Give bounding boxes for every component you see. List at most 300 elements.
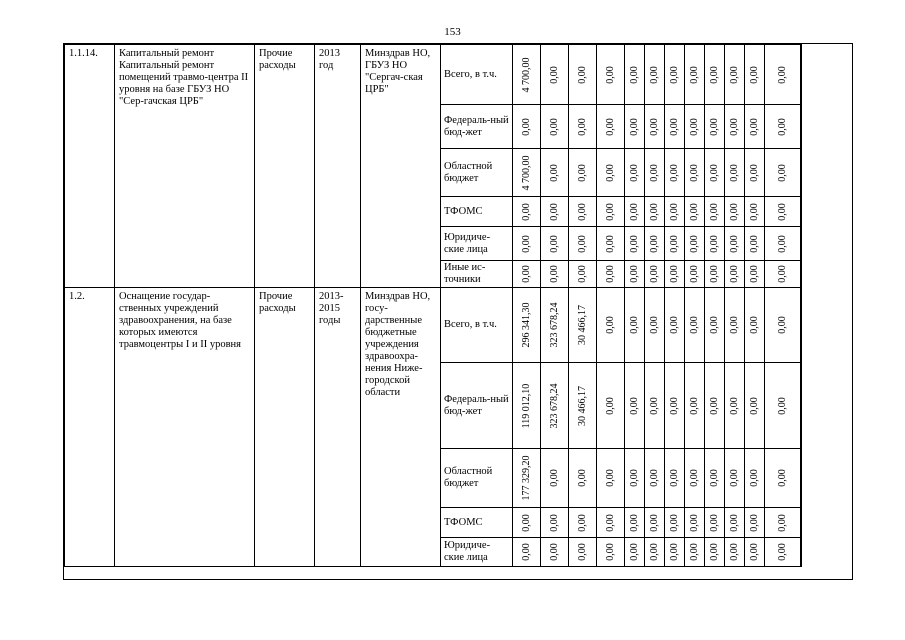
amount-value: 30 466,17 [576, 385, 588, 426]
amount-cell [801, 45, 802, 105]
amount-value: 0,00 [668, 396, 680, 415]
funding-source-label: Юридиче-ские лица [441, 227, 513, 261]
amount-value: 0,00 [548, 202, 560, 221]
amount-cell [685, 288, 705, 363]
amount-cell [541, 363, 569, 449]
amount-cell [665, 45, 685, 105]
amount-cell [597, 288, 625, 363]
amount-value: 0,00 [576, 234, 588, 253]
amount-cell [705, 261, 725, 288]
amount-cell [513, 105, 541, 149]
amount-cell [625, 227, 645, 261]
amount-value: 0,00 [776, 234, 788, 253]
amount-value: 0,00 [748, 163, 760, 182]
amount-cell [541, 288, 569, 363]
amount-cell [541, 538, 569, 567]
amount-cell [725, 363, 745, 449]
amount-cell [665, 538, 685, 567]
funding-source-label: Всего, в т.ч. [441, 288, 513, 363]
amount-value: 0,00 [668, 543, 680, 561]
amount-cell [645, 261, 665, 288]
amount-value: 0,00 [604, 117, 616, 136]
amount-cell [645, 45, 665, 105]
amount-cell [685, 197, 705, 227]
amount-cell [569, 363, 597, 449]
amount-value: 0,00 [776, 65, 788, 84]
amount-cell [513, 149, 541, 197]
amount-cell [569, 45, 597, 105]
amount-value: 4 700,00 [520, 57, 532, 92]
amount-value: 0,00 [708, 202, 720, 221]
amount-cell [625, 363, 645, 449]
amount-cell [725, 449, 745, 508]
amount-cell [725, 288, 745, 363]
amount-value: 0,00 [728, 234, 740, 253]
amount-cell [801, 105, 802, 149]
amount-cell [625, 197, 645, 227]
amount-value: 0,00 [648, 202, 660, 221]
amount-cell [705, 508, 725, 538]
amount-value: 0,00 [576, 543, 588, 561]
amount-value: 0,00 [628, 117, 640, 136]
amount-value [801, 57, 802, 92]
item-code: 1.2. [65, 288, 115, 567]
amount-cell [665, 508, 685, 538]
amount-value: 0,00 [548, 513, 560, 532]
amount-cell [801, 261, 802, 288]
amount-value: 0,00 [604, 202, 616, 221]
amount-value: 0,00 [648, 163, 660, 182]
amount-value: 0,00 [728, 316, 740, 334]
amount-value [801, 543, 802, 561]
amount-cell [725, 45, 745, 105]
amount-value: 0,00 [628, 163, 640, 182]
amount-cell [513, 227, 541, 261]
amount-value: 0,00 [708, 396, 720, 415]
amount-cell [765, 45, 801, 105]
amount-value: 0,00 [648, 65, 660, 84]
amount-value: 0,00 [576, 469, 588, 487]
amount-value: 0,00 [728, 513, 740, 532]
amount-value: 0,00 [548, 163, 560, 182]
amount-value: 0,00 [548, 65, 560, 84]
amount-value: 0,00 [576, 202, 588, 221]
amount-value: 0,00 [548, 265, 560, 283]
amount-value: 0,00 [688, 202, 700, 221]
amount-cell [625, 508, 645, 538]
amount-cell [645, 227, 665, 261]
amount-value: 0,00 [648, 543, 660, 561]
amount-cell [513, 538, 541, 567]
amount-value: 0,00 [728, 65, 740, 84]
amount-value: 0,00 [628, 396, 640, 415]
amount-cell [569, 449, 597, 508]
amount-cell [645, 508, 665, 538]
amount-value: 0,00 [668, 202, 680, 221]
amount-value: 0,00 [520, 265, 532, 283]
amount-value: 0,00 [520, 513, 532, 532]
amount-value: 0,00 [776, 513, 788, 532]
amount-value: 0,00 [604, 234, 616, 253]
amount-cell [685, 261, 705, 288]
amount-cell [569, 538, 597, 567]
amount-value: 0,00 [708, 117, 720, 136]
period: 2013 год [315, 45, 361, 288]
amount-cell [597, 508, 625, 538]
amount-cell [625, 288, 645, 363]
amount-cell [625, 449, 645, 508]
amount-cell [705, 538, 725, 567]
amount-cell [597, 149, 625, 197]
amount-cell [645, 149, 665, 197]
amount-cell [513, 449, 541, 508]
amount-value: 0,00 [688, 513, 700, 532]
amount-cell [801, 197, 802, 227]
amount-cell [597, 449, 625, 508]
amount-cell [801, 363, 802, 449]
amount-cell [625, 538, 645, 567]
amount-value: 0,00 [648, 265, 660, 283]
amount-cell [541, 45, 569, 105]
funding-source-label: ТФОМС [441, 508, 513, 538]
amount-cell [705, 105, 725, 149]
amount-cell [745, 45, 765, 105]
amount-value: 0,00 [548, 117, 560, 136]
amount-value: 0,00 [668, 234, 680, 253]
amount-value: 0,00 [688, 117, 700, 136]
amount-value: 0,00 [708, 163, 720, 182]
amount-cell [685, 227, 705, 261]
amount-cell [597, 197, 625, 227]
amount-cell [801, 508, 802, 538]
amount-cell [597, 261, 625, 288]
amount-value: 0,00 [776, 543, 788, 561]
amount-cell [665, 197, 685, 227]
amount-value: 4 700,00 [520, 155, 532, 190]
amount-value [801, 118, 802, 136]
amount-value: 0,00 [708, 543, 720, 561]
amount-value: 0,00 [668, 65, 680, 84]
amount-value: 0,00 [628, 469, 640, 487]
amount-value [801, 265, 802, 283]
amount-cell [685, 449, 705, 508]
amount-cell [569, 288, 597, 363]
amount-cell [705, 449, 725, 508]
amount-value: 0,00 [728, 117, 740, 136]
amount-value: 0,00 [688, 265, 700, 283]
amount-cell [705, 197, 725, 227]
amount-value: 0,00 [628, 65, 640, 84]
amount-cell [725, 227, 745, 261]
amount-cell [665, 227, 685, 261]
amount-cell [665, 288, 685, 363]
amount-value: 296 341,30 [520, 302, 532, 348]
item-code: 1.1.14. [65, 45, 115, 288]
amount-cell [541, 449, 569, 508]
amount-cell [665, 449, 685, 508]
amount-cell [801, 288, 802, 363]
amount-value: 0,00 [576, 117, 588, 136]
amount-value [801, 456, 802, 501]
amount-cell [597, 227, 625, 261]
amount-value: 0,00 [648, 234, 660, 253]
amount-value: 0,00 [668, 316, 680, 334]
amount-cell [541, 149, 569, 197]
amount-value: 0,00 [520, 202, 532, 221]
amount-value [801, 203, 802, 221]
amount-value: 0,00 [628, 543, 640, 561]
amount-value: 0,00 [776, 396, 788, 415]
amount-cell [765, 105, 801, 149]
amount-value: 0,00 [604, 65, 616, 84]
amount-value: 0,00 [708, 469, 720, 487]
amount-value: 0,00 [728, 163, 740, 182]
amount-value: 0,00 [688, 234, 700, 253]
amount-value: 0,00 [748, 513, 760, 532]
amount-cell [745, 538, 765, 567]
amount-cell [685, 45, 705, 105]
amount-value: 0,00 [648, 513, 660, 532]
amount-cell [745, 449, 765, 508]
amount-value: 0,00 [548, 234, 560, 253]
amount-value [801, 235, 802, 253]
amount-cell [513, 261, 541, 288]
amount-cell [597, 105, 625, 149]
amount-value: 0,00 [776, 469, 788, 487]
amount-cell [765, 538, 801, 567]
funding-source-label: Областной бюджет [441, 449, 513, 508]
amount-cell [745, 288, 765, 363]
amount-value: 0,00 [520, 234, 532, 253]
amount-value: 0,00 [748, 396, 760, 415]
amount-value: 0,00 [688, 163, 700, 182]
amount-value: 0,00 [604, 163, 616, 182]
amount-value: 0,00 [628, 265, 640, 283]
amount-value: 0,00 [708, 513, 720, 532]
amount-cell [597, 45, 625, 105]
amount-cell [725, 149, 745, 197]
amount-cell [645, 449, 665, 508]
amount-cell [745, 197, 765, 227]
amount-value: 177 329,20 [520, 455, 532, 501]
funding-source-label: Федераль-ный бюд-жет [441, 363, 513, 449]
amount-cell [569, 149, 597, 197]
amount-value: 323 678,24 [548, 383, 560, 428]
amount-cell [765, 149, 801, 197]
amount-value: 0,00 [628, 234, 640, 253]
amount-value: 0,00 [604, 316, 616, 334]
amount-value: 0,00 [748, 202, 760, 221]
funding-source-label: Юридиче-ские лица [441, 538, 513, 567]
amount-value: 0,00 [728, 265, 740, 283]
amount-cell [665, 363, 685, 449]
amount-value: 30 466,17 [576, 305, 588, 345]
amount-cell [597, 538, 625, 567]
amount-value: 0,00 [728, 396, 740, 415]
amount-cell [745, 261, 765, 288]
amount-cell [685, 508, 705, 538]
amount-cell [801, 449, 802, 508]
amount-value: 0,00 [776, 316, 788, 334]
amount-cell [569, 197, 597, 227]
amount-value: 0,00 [688, 316, 700, 334]
amount-cell [645, 197, 665, 227]
amount-cell [625, 105, 645, 149]
amount-cell [645, 288, 665, 363]
amount-cell [801, 227, 802, 261]
amount-value: 0,00 [776, 117, 788, 136]
amount-cell [685, 363, 705, 449]
amount-cell [705, 45, 725, 105]
amount-cell [705, 149, 725, 197]
amount-value: 0,00 [748, 234, 760, 253]
amount-value: 0,00 [604, 396, 616, 415]
amount-value: 0,00 [708, 265, 720, 283]
amount-cell [765, 449, 801, 508]
amount-value: 0,00 [604, 513, 616, 532]
funding-source-label: Федераль-ный бюд-жет [441, 105, 513, 149]
amount-cell [725, 508, 745, 538]
funding-source-label: Всего, в т.ч. [441, 45, 513, 105]
item-name: Оснащение государ-ственных учреждений здравоохранения, на базе которых имеются травмоцентры I и II уровня [115, 288, 255, 567]
amount-cell [513, 508, 541, 538]
amount-cell [597, 363, 625, 449]
amount-cell [745, 363, 765, 449]
amount-value: 0,00 [728, 543, 740, 561]
amount-value: 0,00 [520, 117, 532, 136]
amount-cell [765, 197, 801, 227]
amount-value: 0,00 [748, 265, 760, 283]
funding-source-label: Областной бюджет [441, 149, 513, 197]
amount-value: 0,00 [668, 469, 680, 487]
amount-value [801, 514, 802, 532]
amount-value: 0,00 [748, 117, 760, 136]
amount-cell [745, 105, 765, 149]
amount-value [801, 155, 802, 190]
amount-value: 0,00 [520, 543, 532, 561]
amount-value: 0,00 [776, 202, 788, 221]
amount-cell [569, 227, 597, 261]
amount-cell [513, 288, 541, 363]
amount-value: 0,00 [604, 469, 616, 487]
amount-value: 0,00 [728, 469, 740, 487]
table-row [65, 45, 802, 105]
amount-value: 119 012,10 [520, 383, 532, 428]
amount-cell [625, 149, 645, 197]
amount-value: 0,00 [576, 163, 588, 182]
amount-cell [541, 508, 569, 538]
amount-value: 0,00 [748, 543, 760, 561]
amount-cell [541, 197, 569, 227]
amount-value: 0,00 [548, 543, 560, 561]
amount-cell [645, 538, 665, 567]
amount-cell [705, 363, 725, 449]
amount-value: 0,00 [688, 469, 700, 487]
amount-value: 0,00 [776, 163, 788, 182]
amount-value: 0,00 [708, 65, 720, 84]
amount-value: 0,00 [748, 469, 760, 487]
amount-value: 0,00 [708, 234, 720, 253]
amount-value: 0,00 [628, 202, 640, 221]
amount-cell [725, 197, 745, 227]
amount-value: 0,00 [748, 65, 760, 84]
amount-cell [685, 538, 705, 567]
amount-cell [745, 149, 765, 197]
item-name: Капитальный ремонт Капитальный ремонт помещений травмо-центра II уровня на базе ГБУЗ НО "Сер-гачская ЦРБ" [115, 45, 255, 288]
amount-cell [765, 363, 801, 449]
executor: Минздрав НО, ГБУЗ НО "Сергач-ская ЦРБ" [361, 45, 441, 288]
table-row [65, 288, 802, 363]
amount-cell [801, 538, 802, 567]
amount-cell [513, 45, 541, 105]
amount-cell [705, 288, 725, 363]
amount-value: 0,00 [648, 469, 660, 487]
amount-cell [765, 508, 801, 538]
amount-cell [645, 363, 665, 449]
amount-cell [569, 105, 597, 149]
amount-cell [765, 288, 801, 363]
amount-cell [665, 261, 685, 288]
amount-cell [705, 227, 725, 261]
amount-value [801, 383, 802, 428]
amount-value: 0,00 [728, 202, 740, 221]
amount-cell [665, 149, 685, 197]
amount-value [801, 303, 802, 348]
budget-table [64, 44, 802, 567]
amount-value: 0,00 [576, 65, 588, 84]
amount-cell [685, 105, 705, 149]
page-number: 153 [444, 26, 461, 38]
expense-type: Прочие расходы [255, 45, 315, 288]
amount-cell [645, 105, 665, 149]
amount-value: 0,00 [668, 513, 680, 532]
amount-cell [513, 363, 541, 449]
funding-source-label: Иные ис-точники [441, 261, 513, 288]
amount-cell [745, 508, 765, 538]
amount-value: 0,00 [648, 117, 660, 136]
amount-value: 0,00 [668, 163, 680, 182]
amount-value: 0,00 [776, 265, 788, 283]
amount-value: 323 678,24 [548, 302, 560, 348]
amount-cell [725, 105, 745, 149]
amount-value: 0,00 [688, 65, 700, 84]
amount-value: 0,00 [648, 396, 660, 415]
amount-cell [625, 261, 645, 288]
expense-type: Прочие расходы [255, 288, 315, 567]
amount-cell [541, 227, 569, 261]
funding-source-label: ТФОМС [441, 197, 513, 227]
amount-cell [765, 227, 801, 261]
amount-value: 0,00 [628, 316, 640, 334]
amount-cell [665, 105, 685, 149]
amount-cell [541, 105, 569, 149]
amount-value: 0,00 [688, 543, 700, 561]
executor: Минздрав НО, госу-дарственные бюджетные учреждения здравоохра-нения Ниже-городской области [361, 288, 441, 567]
amount-value: 0,00 [748, 316, 760, 334]
amount-cell [569, 261, 597, 288]
amount-cell [725, 538, 745, 567]
period: 2013-2015 годы [315, 288, 361, 567]
amount-cell [745, 227, 765, 261]
amount-cell [685, 149, 705, 197]
amount-cell [725, 261, 745, 288]
amount-value: 0,00 [668, 265, 680, 283]
amount-cell [801, 149, 802, 197]
amount-cell [541, 261, 569, 288]
amount-value: 0,00 [628, 513, 640, 532]
amount-cell [513, 197, 541, 227]
amount-value: 0,00 [708, 316, 720, 334]
